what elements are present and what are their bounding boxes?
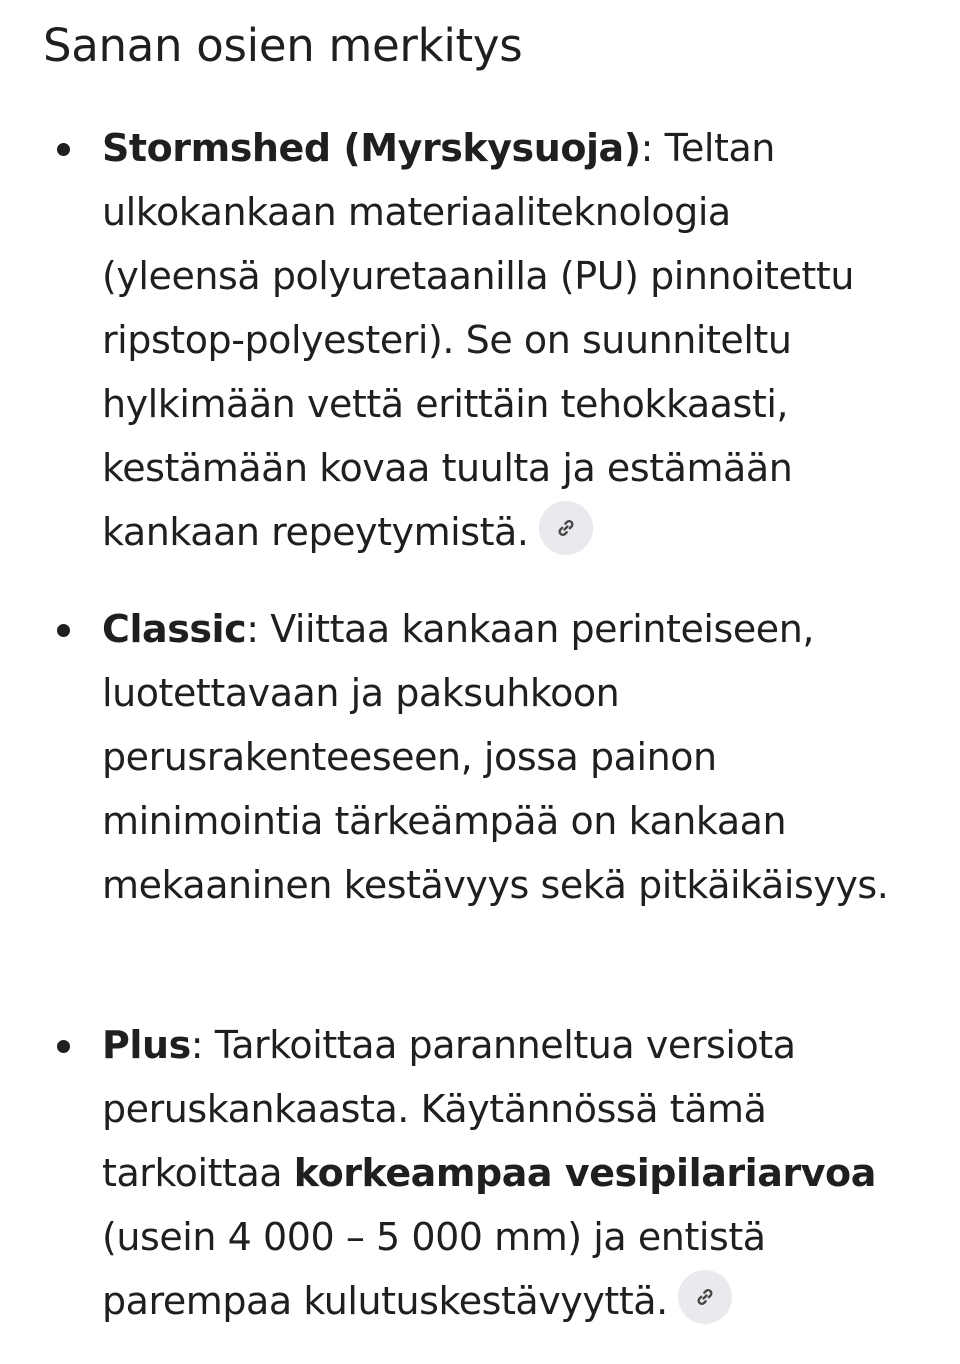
term-label: Classic xyxy=(102,607,247,651)
source-link-button[interactable] xyxy=(678,1270,732,1324)
section-heading: Sanan osien merkitys xyxy=(43,19,523,72)
list-item-text: Stormshed (Myrskysuoja): Teltan ulkokankaan materiaaliteknologia (yleensä polyuretaanilla (PU) pinnoitettu ripstop-polyesteri). Se on suunniteltu hylkimään vettä erittäin tehokkaasti, kestämään kovaa tuulta ja estämään kankaan repeytymistä. xyxy=(102,126,854,554)
list-item-text: Classic: Viittaa kankaan perinteiseen, luotettavaan ja paksuhkoon perusrakenteeseen, jossa painon minimointia tärkeämpää on kankaan mekaaninen kestävyys sekä pitkäikäisyys. xyxy=(102,607,889,907)
source-link-button[interactable] xyxy=(539,501,593,555)
list-item-text: Plus: Tarkoittaa paranneltua versiota peruskankaasta. Käytännössä tämä tarkoittaa korkeampaa vesipilariarvoa (usein 4 000 – 5 000 mm) ja entistä parempaa kulutuskestävyyttä. xyxy=(102,1023,876,1323)
highlight-text: korkeampaa vesipilariarvoa xyxy=(293,1151,876,1195)
bullet-icon xyxy=(57,624,70,637)
bullet-icon xyxy=(57,1040,70,1053)
link-icon xyxy=(554,516,578,540)
term-label: Plus xyxy=(102,1023,191,1067)
link-icon xyxy=(693,1285,717,1309)
bullet-icon xyxy=(57,143,70,156)
term-label: Stormshed (Myrskysuoja) xyxy=(102,126,641,170)
